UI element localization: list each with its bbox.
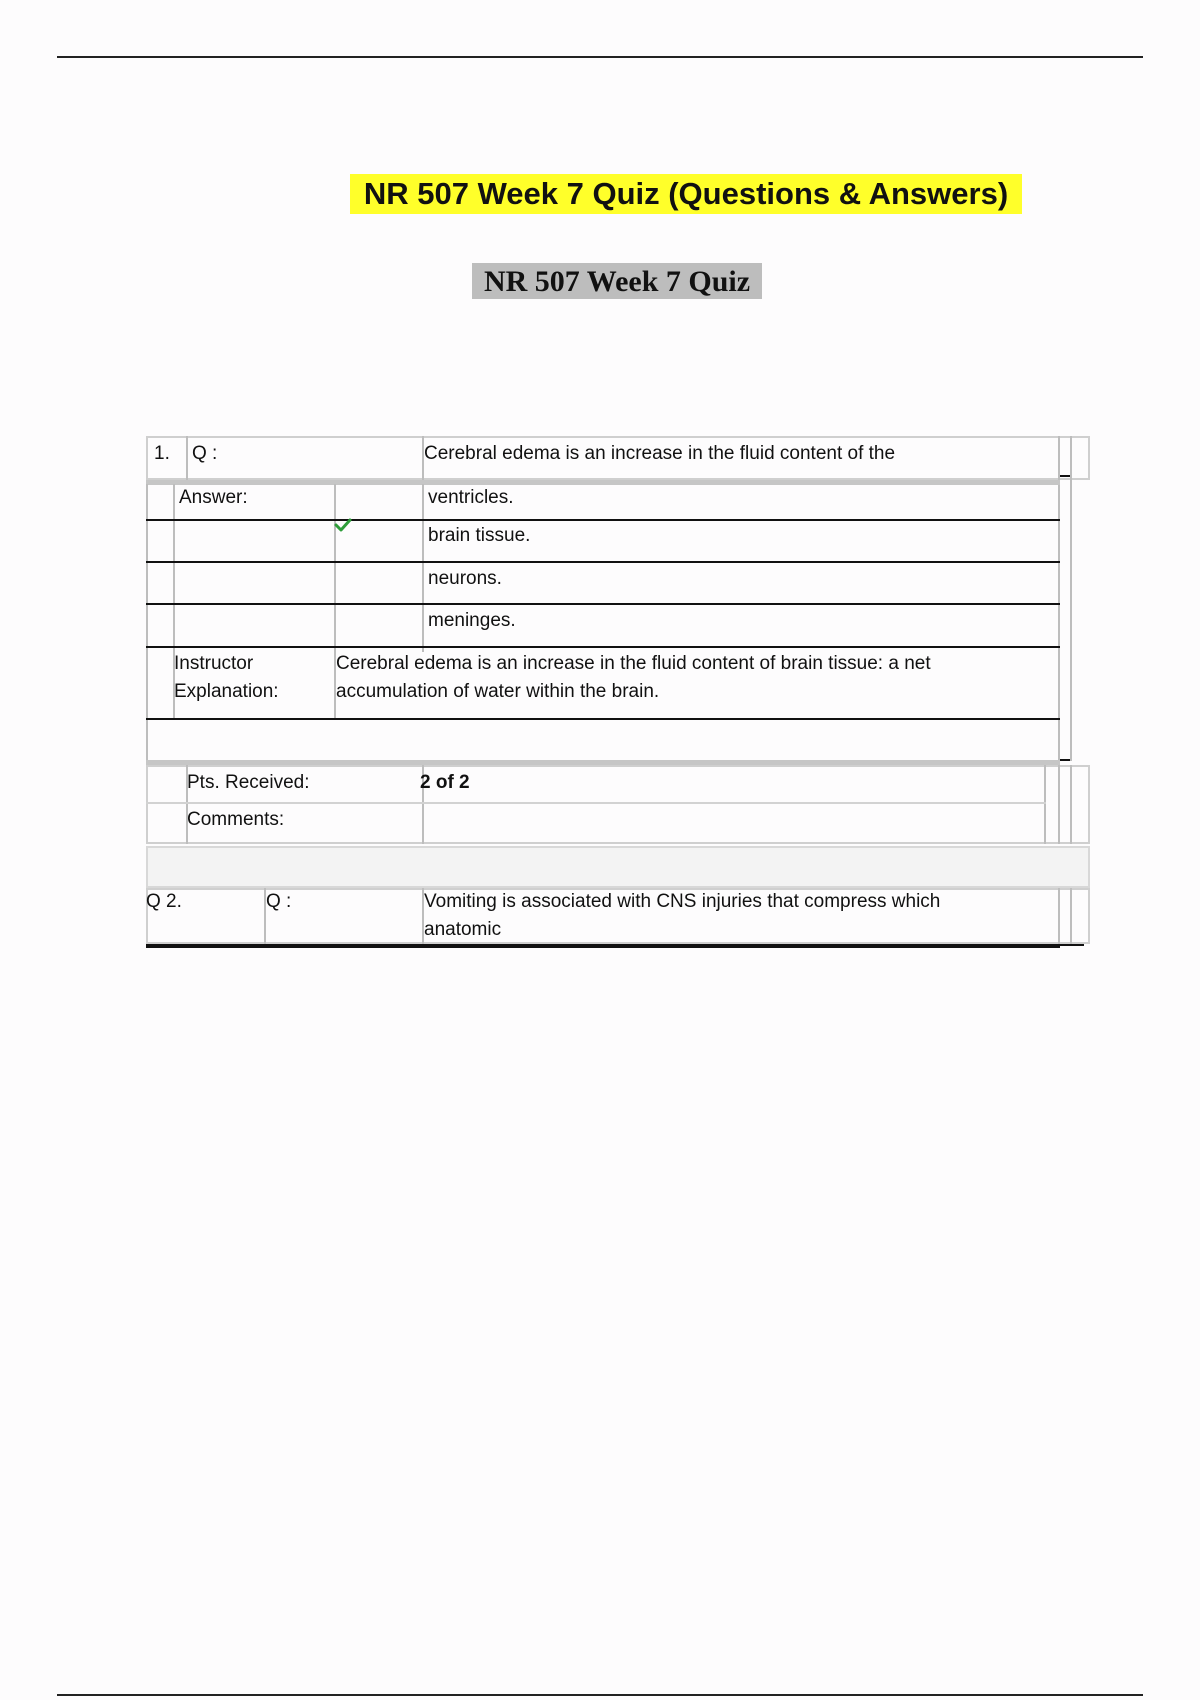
explanation-text: Cerebral edema is an increase in the fluid content of brain tissue: a net bbox=[336, 653, 931, 674]
answer-option: neurons. bbox=[428, 568, 502, 589]
q2-q-label: Q : bbox=[266, 891, 292, 912]
q1-q-label: Q : bbox=[192, 443, 218, 464]
explanation-label: Instructor bbox=[174, 653, 254, 674]
document-subtitle: NR 507 Week 7 Quiz bbox=[472, 263, 762, 299]
explanation-text: accumulation of water within the brain. bbox=[336, 681, 660, 702]
points-value: 2 of 2 bbox=[420, 772, 470, 793]
q2-question-text: anatomic bbox=[424, 919, 502, 940]
answer-option: brain tissue. bbox=[428, 525, 531, 546]
q2-right-edge-2 bbox=[1070, 888, 1072, 944]
answer-row-divider bbox=[146, 646, 1060, 648]
q2-question-text: Vomiting is associated with CNS injuries that compress which bbox=[424, 891, 941, 912]
q2-number: Q 2. bbox=[146, 891, 182, 912]
question-spacer bbox=[146, 846, 1090, 888]
q1-header-divider bbox=[186, 436, 188, 480]
q1-question-text: Cerebral edema is an increase in the fluid content of the bbox=[424, 443, 896, 464]
points-col3 bbox=[1044, 765, 1046, 844]
explanation-label: Explanation: bbox=[174, 681, 279, 702]
points-col5 bbox=[1070, 765, 1072, 844]
comments-label: Comments: bbox=[187, 809, 285, 830]
answer-grid-col3 bbox=[422, 484, 424, 652]
explanation-bottom-rule bbox=[146, 718, 1060, 720]
q1-right-edge-2 bbox=[1070, 436, 1072, 761]
bottom-rule bbox=[57, 1694, 1143, 1696]
answer-row-divider bbox=[146, 603, 1060, 605]
answer-option: meninges. bbox=[428, 610, 516, 631]
check-icon bbox=[334, 518, 352, 532]
q1-header-tick bbox=[1060, 475, 1070, 477]
q2-bottom-tick bbox=[1060, 944, 1084, 946]
points-col4 bbox=[1058, 765, 1060, 844]
top-rule bbox=[57, 56, 1143, 58]
answer-row-divider bbox=[146, 561, 1060, 563]
answer-option: ventricles. bbox=[428, 487, 514, 508]
points-row-divider bbox=[146, 802, 1046, 804]
answer-row-divider bbox=[146, 519, 1060, 521]
q1-number: 1. bbox=[154, 443, 170, 464]
points-separator-tick bbox=[1060, 759, 1070, 761]
q2-right-edge bbox=[1058, 888, 1060, 944]
answer-label: Answer: bbox=[179, 487, 248, 508]
quiz-table bbox=[146, 436, 1090, 956]
q2-bottom-rule bbox=[146, 944, 1060, 948]
q1-header-separator bbox=[146, 480, 1060, 485]
document-title: NR 507 Week 7 Quiz (Questions & Answers) bbox=[350, 174, 1022, 214]
points-label: Pts. Received: bbox=[187, 772, 310, 793]
